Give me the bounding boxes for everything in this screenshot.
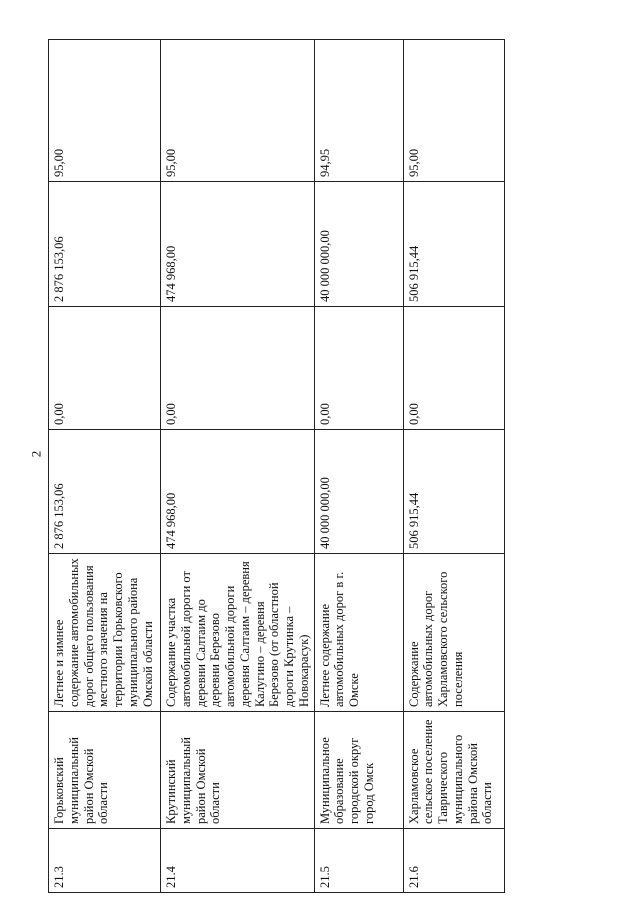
recipient-cell: Муниципальное образование городской округ город Омск — [314, 712, 403, 829]
table-row — [49, 40, 161, 893]
subsidy-table — [48, 39, 505, 893]
total-amount-cell: 40 000 000,00 — [314, 430, 403, 554]
zero-amount-cell: 0,00 — [314, 307, 403, 430]
table-row — [403, 40, 504, 893]
table-row — [314, 40, 403, 893]
percent-cell: 95,00 — [161, 40, 315, 182]
recipient-cell: Горьковский муниципальный район Омской области — [49, 712, 161, 829]
row-number: 21.3 — [49, 829, 161, 893]
total-amount-cell: 506 915,44 — [403, 430, 504, 554]
subsidy-amount-cell: 40 000 000,00 — [314, 182, 403, 307]
zero-amount-cell: 0,00 — [161, 307, 315, 430]
recipient-cell: Крутинский муниципальный район Омской области — [161, 712, 315, 829]
zero-amount-cell: 0,00 — [49, 307, 161, 430]
rotated-table-container — [48, 40, 495, 893]
total-amount-cell: 474 968,00 — [161, 430, 315, 554]
page-number: 2 — [28, 450, 44, 458]
purpose-cell: Летнее и зимнее содержание автомобильных дорог общего пользования местного значения на территории Горьковского муниципального района Омской области — [49, 554, 161, 712]
table-row — [161, 40, 315, 893]
purpose-cell: Содержание автомобильных дорог Харламовского сельского поселения — [403, 554, 504, 712]
percent-cell: 94,95 — [314, 40, 403, 182]
subsidy-amount-cell: 2 876 153,06 — [49, 182, 161, 307]
subsidy-amount-cell: 474 968,00 — [161, 182, 315, 307]
subsidy-amount-cell: 506 915,44 — [403, 182, 504, 307]
percent-cell: 95,00 — [403, 40, 504, 182]
recipient-cell: Харламовское сельское поселение Таврического муниципального района Омской области — [403, 712, 504, 829]
purpose-cell: Содержание участка автомобильной дороги от деревни Салтаим до деревни Березово автомобильной дороги деревня Салтаим – деревня Калугино – деревня Березово (от областной дороги Крутинка – Новокарасук) — [161, 554, 315, 712]
row-number: 21.4 — [161, 829, 315, 893]
purpose-cell: Летнее содержание автомобильных дорог в г. Омске — [314, 554, 403, 712]
percent-cell: 95,00 — [49, 40, 161, 182]
total-amount-cell: 2 876 153,06 — [49, 430, 161, 554]
row-number: 21.6 — [403, 829, 504, 893]
zero-amount-cell: 0,00 — [403, 307, 504, 430]
row-number: 21.5 — [314, 829, 403, 893]
